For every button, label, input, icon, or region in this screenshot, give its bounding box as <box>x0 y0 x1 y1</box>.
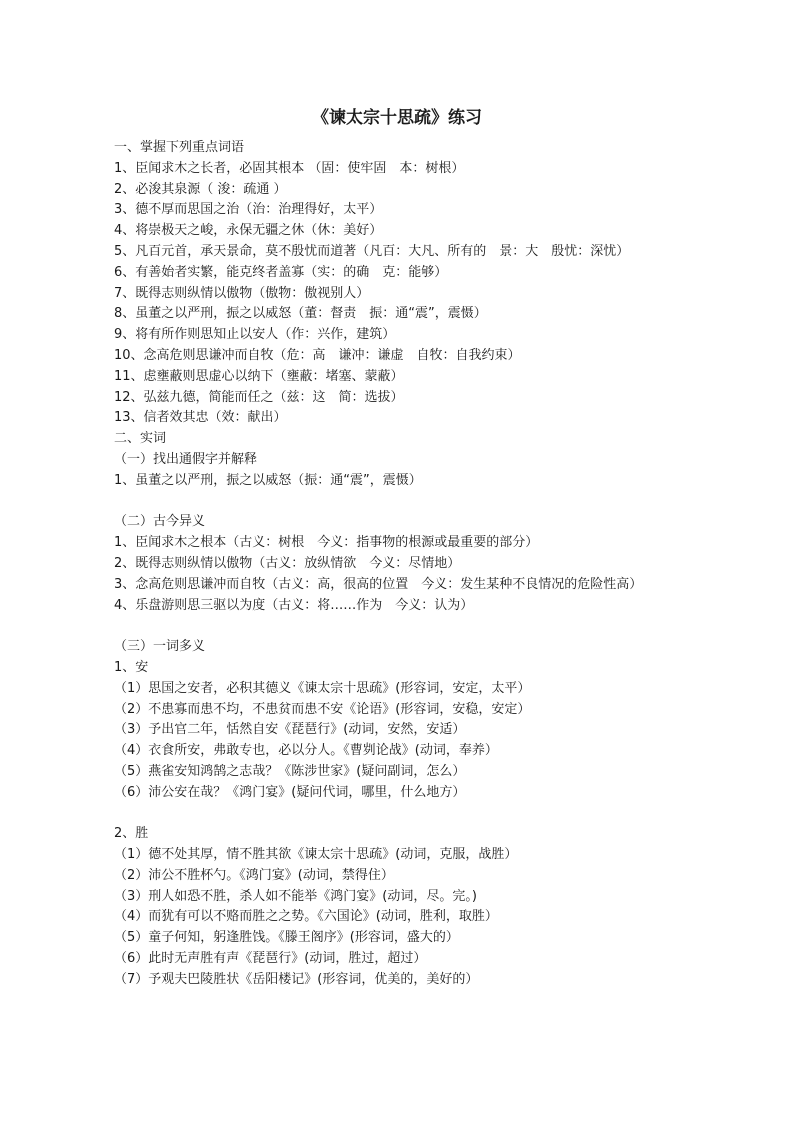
subsection-heading: （三）一词多义 <box>114 639 206 655</box>
list-item: （4）衣食所安，弗敢专也，必以分人。《曹刿论战》(动词，奉养） <box>114 743 498 759</box>
list-item: 12、弘兹九德，简能而任之（兹：这 简：选拔） <box>114 389 404 405</box>
list-item: （3）刑人如恐不胜，杀人如不能举《鸿门宴》(动词，尽。完。) <box>114 888 477 904</box>
list-item: 4、将崇极天之峻，永保无疆之休（休：美好） <box>114 223 383 239</box>
list-item: （4）而犹有可以不赂而胜之之势。《六国论》(动词，胜利，取胜） <box>114 909 498 925</box>
list-item: 10、念高危则思谦冲而自牧（危：高 谦冲：谦虚 自牧：自我约束） <box>114 347 521 363</box>
list-item: （6）沛公安在哉？《鸿门宴》(疑问代词，哪里，什么地方） <box>114 784 466 800</box>
document-body <box>114 138 764 991</box>
list-item: 6、有善始者实繁，能克终者盖寡（实：的确 克：能够） <box>114 264 448 280</box>
list-item: （7）予观夫巴陵胜状《岳阳楼记》(形容词，优美的，美好的） <box>114 971 479 987</box>
list-item: 8、虽董之以严刑，振之以威怒（董：督责 振：通“震”，震慑） <box>114 306 487 322</box>
subsection-heading: （一）找出通假字并解释 <box>114 451 258 467</box>
section-heading: 二、实词 <box>114 431 167 447</box>
list-item: 2、既得志则纵情以傲物（古义：放纵情欲 今义：尽情地） <box>114 555 461 571</box>
list-item: 3、念高危则思谦冲而自牧（古义：高，很高的位置 今义：发生某种不良情况的危险性高） <box>114 576 643 592</box>
list-item: 2、必浚其泉源（ 浚：疏通 ） <box>114 181 287 197</box>
word-heading-sheng: 2、胜 <box>114 826 149 842</box>
list-item: （3）予出官二年，恬然自安《琵琶行》(动词，安然，安适） <box>114 722 466 738</box>
list-item: 1、臣闻求木之根本（古义：树根 今义：指事物的根源或最重要的部分） <box>114 535 539 551</box>
blank-line <box>114 616 764 637</box>
list-item: 11、虑壅蔽则思虚心以纳下（壅蔽：堵塞、蒙蔽） <box>114 368 404 384</box>
list-item: （1）德不处其厚，情不胜其欲《谏太宗十思疏》(动词，克服，战胜） <box>114 847 518 863</box>
list-item: 7、既得志则纵情以傲物（傲物：傲视别人） <box>114 285 370 301</box>
word-heading-an: 1、安 <box>114 659 149 675</box>
list-item: （6）此时无声胜有声《琵琶行》(动词，胜过，超过） <box>114 951 427 967</box>
subsection-heading: （二）古今异义 <box>114 514 206 530</box>
list-item: 3、德不厚而思国之治（治：治理得好，太平） <box>114 202 383 218</box>
blank-line <box>114 492 764 513</box>
list-item: 4、乐盘游则思三驱以为度（古义：将……作为 今义：认为） <box>114 597 474 613</box>
list-item: 1、虽董之以严刑，振之以威怒（振：通“震”，震慑） <box>114 472 422 488</box>
list-item: 1、臣闻求木之长者，必固其根本 （固：使牢固 本：树根） <box>114 160 465 176</box>
list-item: 5、凡百元首，承天景命，莫不殷忧而道著（凡百：大凡、所有的 景：大 殷忧：深忧） <box>114 243 630 259</box>
list-item: 9、将有所作则思知止以安人（作：兴作，建筑） <box>114 327 396 343</box>
list-item: （5）燕雀安知鸿鹄之志哉？《陈涉世家》(疑问副词，怎么） <box>114 763 466 779</box>
list-item: （1）思国之安者，必积其德义《谏太宗十思疏》(形容词，安定，太平） <box>114 680 531 696</box>
blank-line <box>114 804 764 825</box>
list-item: （2）沛公不胜杯勺。《鸿门宴》(动词，禁得住） <box>114 867 394 883</box>
list-item: （2）不患寡而患不均，不患贫而患不安《论语》(形容词，安稳，安定） <box>114 701 531 717</box>
list-item: 13、信者效其忠（效：献出） <box>114 410 287 426</box>
list-item: （5）童子何知，躬逢胜饯。《滕王阁序》(形容词，盛大的） <box>114 930 459 946</box>
page-title: 《谏太宗十思疏》练习 <box>312 108 482 128</box>
section-heading: 一、掌握下列重点词语 <box>114 140 245 155</box>
